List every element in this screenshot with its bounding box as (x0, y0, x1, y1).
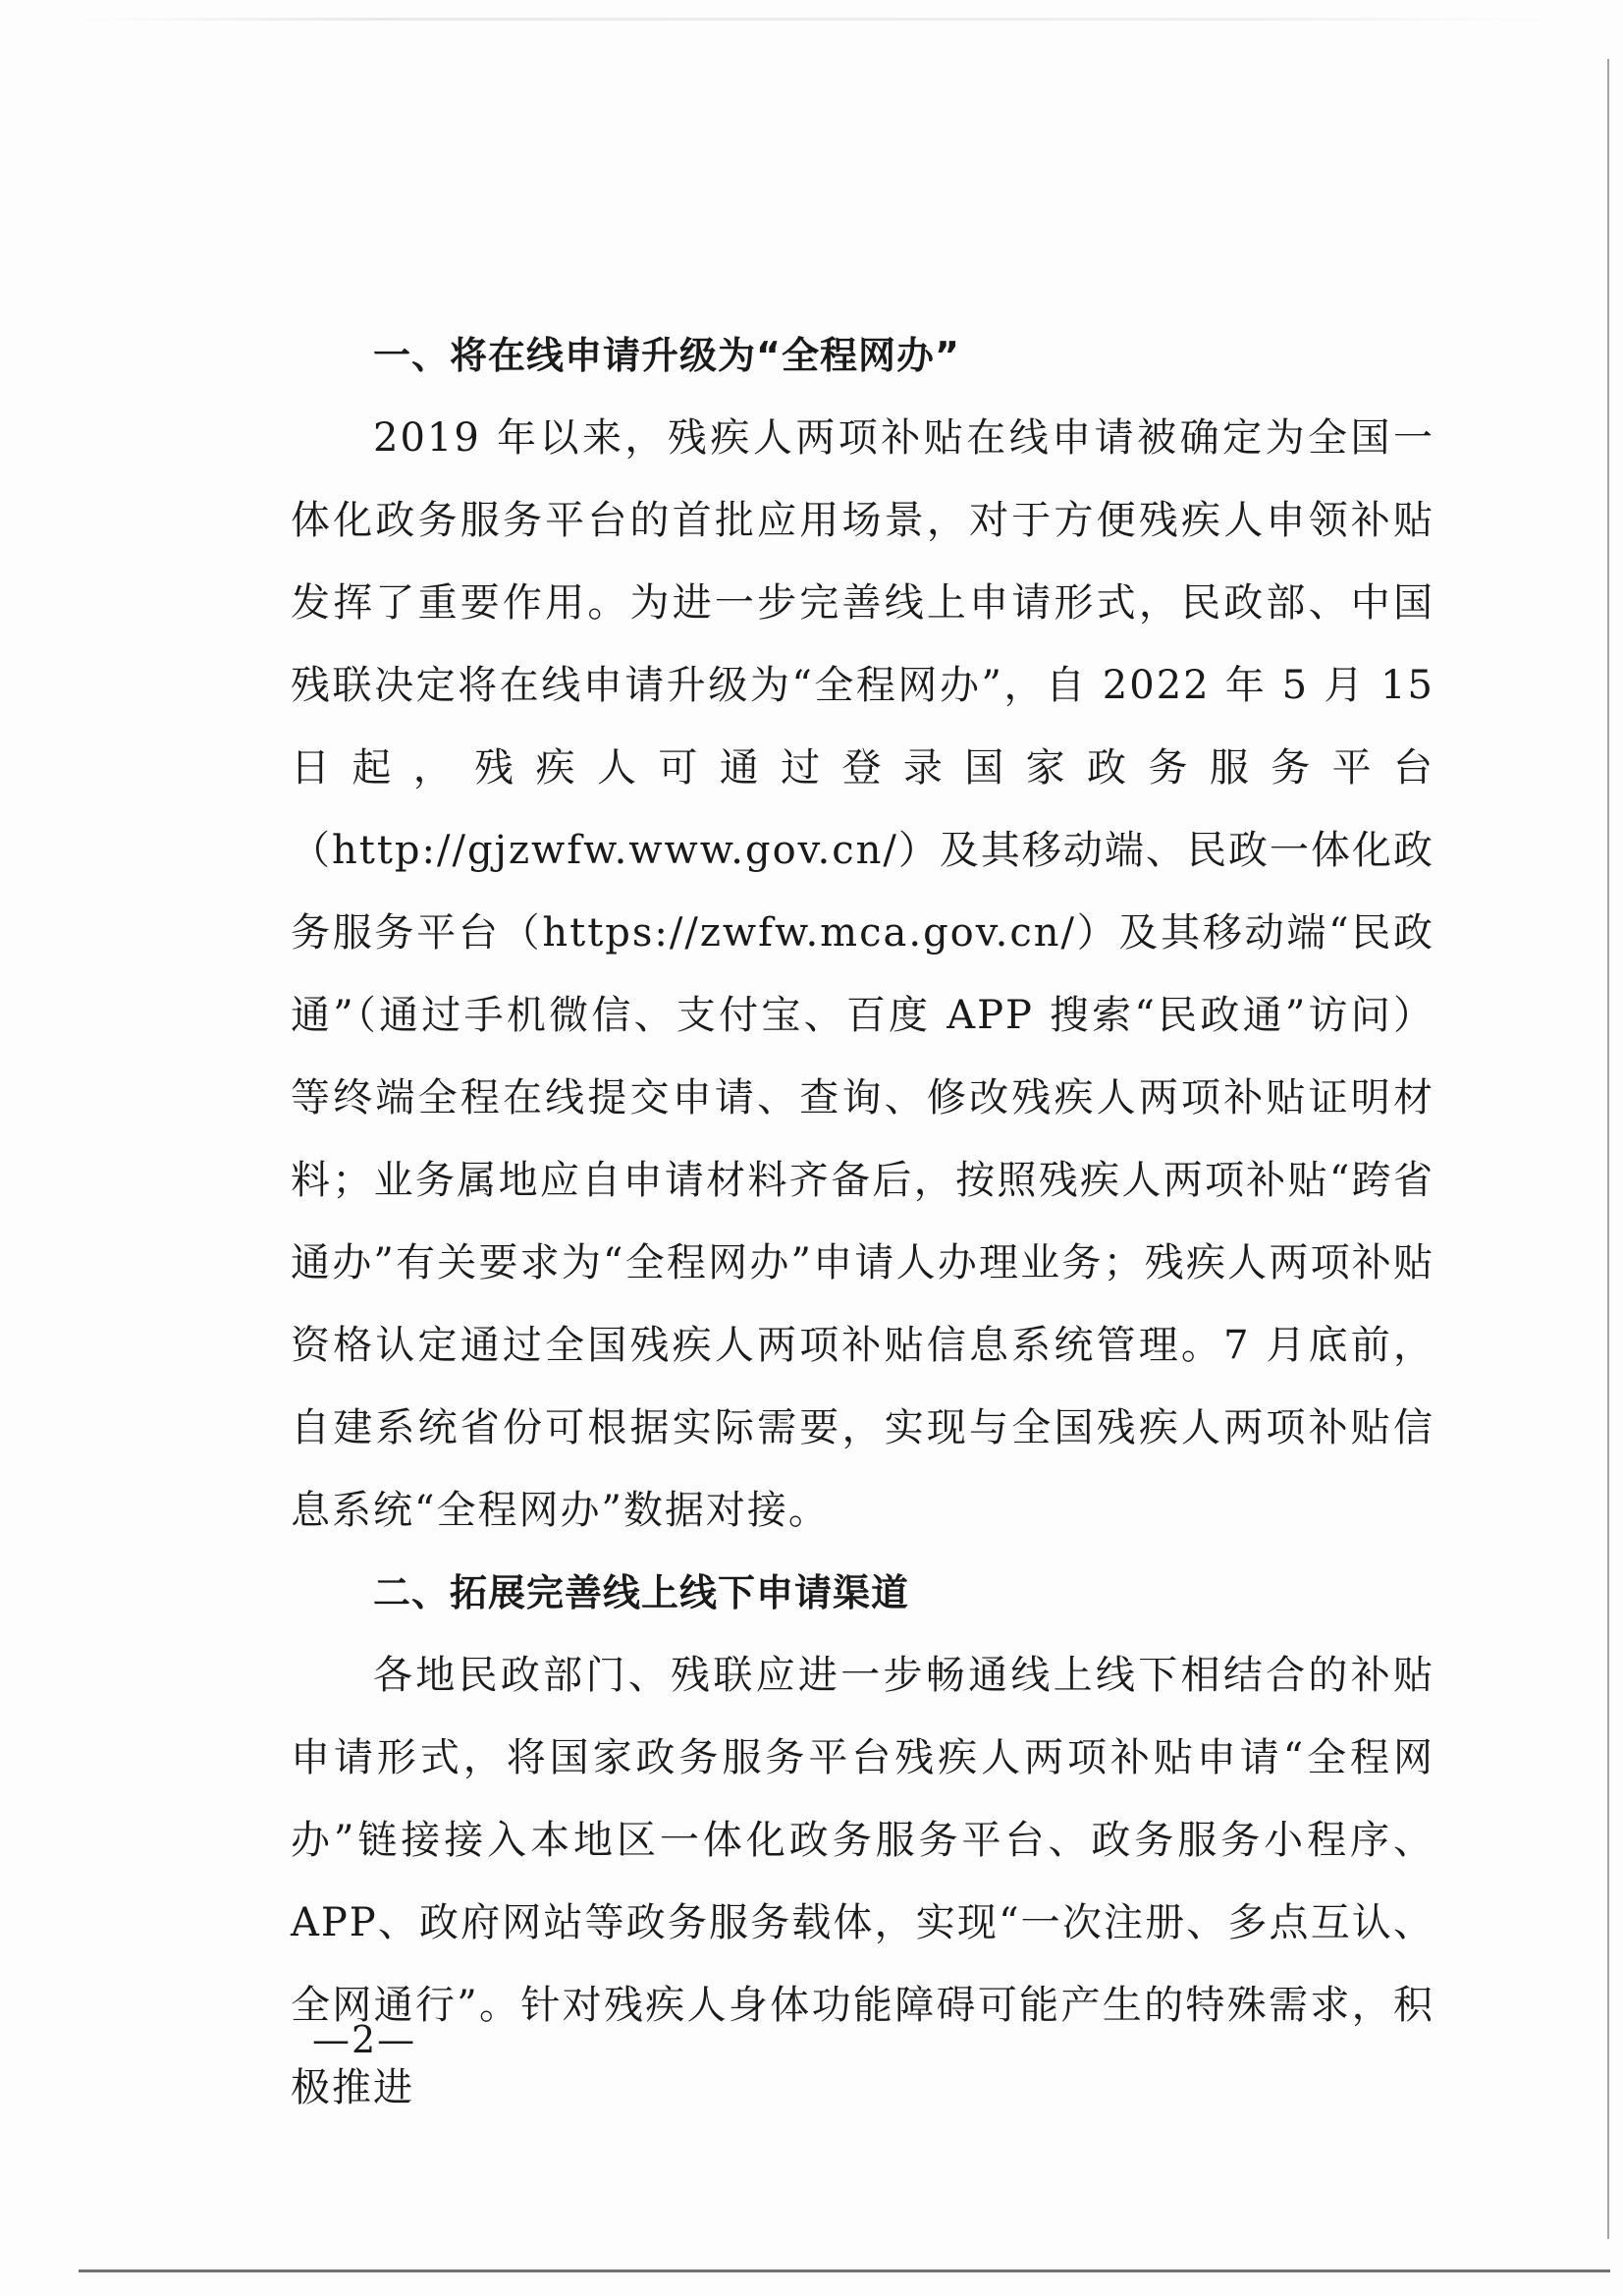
section-2-heading: 二、拓展完善线上线下申请渠道 (373, 1571, 910, 1614)
scan-edge-top (79, 18, 1551, 21)
document-body (291, 314, 1434, 2129)
section-1-paragraph: 2019 年以来，残疾人两项补贴在线申请被确定为全国一体化政务服务平台的首批应用场景，对于方便残疾人申领补贴发挥了重要作用。为进一步完善线上申请形式，民政部、中国残联决定将在线申请升级为“全程网办”，自 2022 年 5 月 15 日起，残疾人可通过登录国家政务服务平台（http://gjzwfw.www.gov.cn/）及其移动端、民政一体化政务服务平台（https://zwfw.mca.gov.cn/）及其移动端“民政通”（通过手机微信、支付宝、百度 APP 搜索“民政通”访问）等终端全程在线提交申请、查询、修改残疾人两项补贴证明材料；业务属地应自申请材料齐备后，按照残疾人两项补贴“跨省通办”有关要求为“全程网办”申请人办理业务；残疾人两项补贴资格认定通过全国残疾人两项补贴信息系统管理。7 月底前，自建系统省份可根据实际需要，实现与全国残疾人两项补贴信息系统“全程网办”数据对接。 (291, 415, 1434, 1533)
section-2-paragraph: 各地民政部门、残联应进一步畅通线上线下相结合的补贴申请形式，将国家政务服务平台残疾人两项补贴申请“全程网办”链接接入本地区一体化政务服务平台、政务服务小程序、APP、政府网站等政务服务载体，实现“一次注册、多点互认、全网通行”。针对残疾人身体功能障碍可能产生的特殊需求，积极推进 (291, 1653, 1434, 2110)
scan-edge-bottom (79, 2269, 1610, 2272)
scan-edge-right (1607, 59, 1609, 2239)
page-number: —2— (312, 2018, 417, 2061)
section-1-heading: 一、将在线申请升级为“全程网办” (373, 334, 960, 377)
